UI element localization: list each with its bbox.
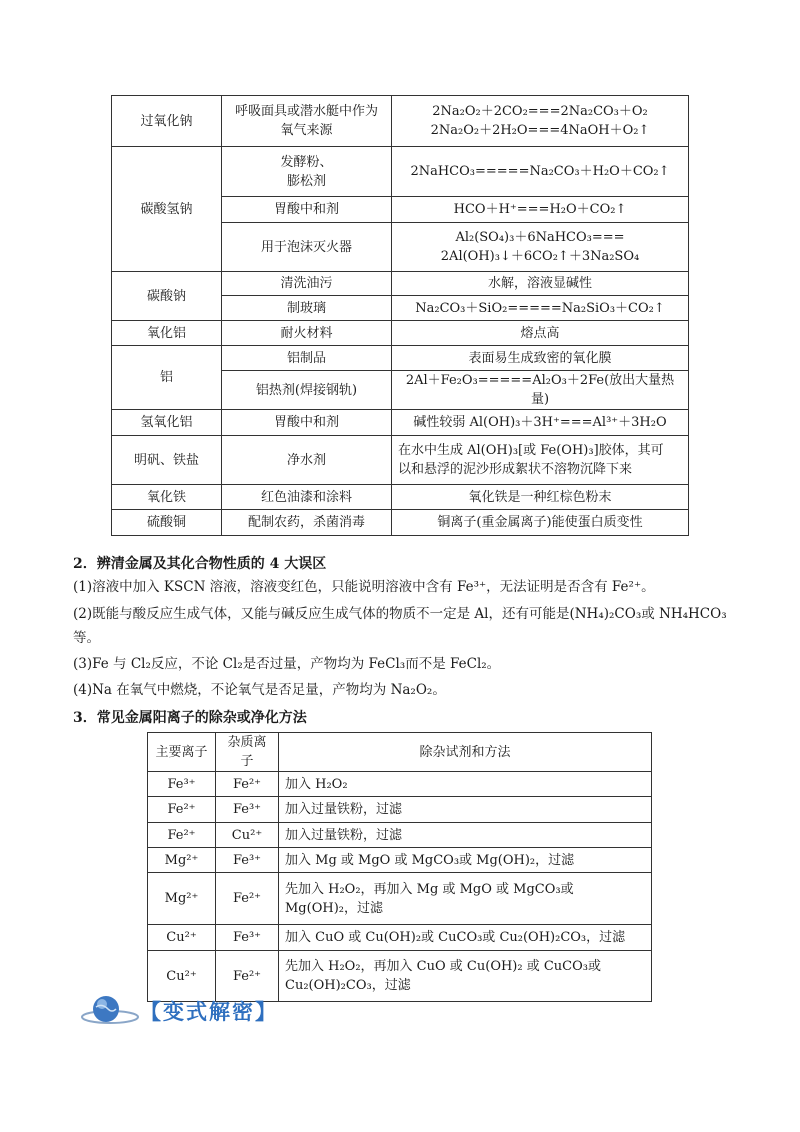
table-cell: 加入 Mg 或 MgO 或 MgCO₃或 Mg(OH)₂，过滤 xyxy=(279,848,652,873)
paragraph: (2)既能与酸反应生成气体，又能与碱反应生成气体的物质不一定是 Al，还有可能是(NH₄)₂CO₃或 NH₄HCO₃ xyxy=(73,606,727,622)
table-cell: 氧化铁 xyxy=(112,485,222,510)
paragraph: (3)Fe 与 Cl₂反应，不论 Cl₂是否过量，产物均为 FeCl₃而不是 FeCl₂。 xyxy=(73,656,501,672)
table-cell: 胃酸中和剂 xyxy=(222,410,392,436)
table-cell: 加入过量铁粉，过滤 xyxy=(279,797,652,823)
table-row xyxy=(148,848,652,873)
column-header: 除杂试剂和方法 xyxy=(279,733,652,772)
table-cell: Cu²⁺ xyxy=(216,823,279,848)
paragraph: (1)溶液中加入 KSCN 溶液，溶液变红色，只能说明溶液中含有 Fe³⁺，无法证明是否含有 Fe²⁺。 xyxy=(73,579,655,595)
table-cell: 配制农药，杀菌消毒 xyxy=(222,510,392,536)
table-cell: 碱性较弱 Al(OH)₃＋3H⁺===Al³⁺＋3H₂O xyxy=(392,410,689,436)
table-cell: Fe²⁺ xyxy=(216,772,279,797)
table-cell: 明矾、铁盐 xyxy=(112,436,222,485)
table-row xyxy=(148,797,652,823)
table-cell xyxy=(279,951,652,1002)
table-cell xyxy=(279,873,652,925)
table-cell: 氧化铁是一种红棕色粉末 xyxy=(392,485,689,510)
cell-line: 呼吸面具或潜水艇中作为 xyxy=(234,104,378,119)
table-row xyxy=(112,510,689,536)
table-cell: Cu²⁺ xyxy=(148,925,216,951)
cell-line: 2Na₂O₂＋2H₂O===4NaOH＋O₂↑ xyxy=(430,123,650,138)
table-cell: 硫酸铜 xyxy=(112,510,222,536)
column-header: 杂质离子 xyxy=(216,733,279,772)
cell-line: 先加入 H₂O₂，再加入 CuO 或 Cu(OH)₂ 或 CuCO₃或 xyxy=(285,959,601,974)
table-row xyxy=(112,321,689,346)
table-cell: 氢氧化铝 xyxy=(112,410,222,436)
cell-line: Cu₂(OH)₂CO₃，过滤 xyxy=(285,978,411,993)
table-cell: 水解，溶液显碱性 xyxy=(392,272,689,296)
table-row xyxy=(112,410,689,436)
banner-title: 【变式解密】 xyxy=(140,1000,278,1024)
metal-uses-table xyxy=(111,95,689,536)
table-row xyxy=(148,823,652,848)
table-cell: 制玻璃 xyxy=(222,296,392,321)
table-cell: 2NaHCO₃=====Na₂CO₃＋H₂O＋CO₂↑ xyxy=(392,147,689,197)
section-banner xyxy=(80,993,280,1029)
table-cell: 胃酸中和剂 xyxy=(222,197,392,223)
table-cell: 加入 H₂O₂ xyxy=(279,772,652,797)
table-cell: 氧化铝 xyxy=(112,321,222,346)
paragraph: 等。 xyxy=(73,630,100,646)
table-row xyxy=(148,873,652,925)
table-cell: Fe²⁺ xyxy=(148,823,216,848)
table-cell: Fe²⁺ xyxy=(216,873,279,925)
cell-line: Mg(OH)₂，过滤 xyxy=(285,900,383,916)
column-header: 主要离子 xyxy=(148,733,216,772)
table-cell: 加入 CuO 或 Cu(OH)₂或 CuCO₃或 Cu₂(OH)₂CO₃，过滤 xyxy=(279,925,652,951)
cell-line: 先加入 H₂O₂，再加入 Mg 或 MgO 或 MgCO₃或 xyxy=(285,881,574,897)
purification-table xyxy=(147,732,652,1002)
table-cell: Fe²⁺ xyxy=(216,951,279,1002)
table-row xyxy=(112,272,689,296)
cell-line: Al₂(SO₄)₃＋6NaHCO₃=== xyxy=(455,230,625,245)
table-cell: 铜离子(重金属离子)能使蛋白质变性 xyxy=(392,510,689,536)
table-cell: Fe³⁺ xyxy=(216,797,279,823)
table-cell: 铝制品 xyxy=(222,346,392,371)
table-cell: 过氧化钠 xyxy=(112,96,222,147)
table-cell: 用于泡沫灭火器 xyxy=(222,223,392,272)
cell-line: 发酵粉、 xyxy=(280,154,333,170)
table-row xyxy=(112,96,689,147)
cell-line: 氧气来源 xyxy=(280,123,333,138)
table-row xyxy=(148,772,652,797)
table-cell xyxy=(222,96,392,147)
table-cell: Fe³⁺ xyxy=(148,772,216,797)
table-row xyxy=(148,925,652,951)
table-cell: 净水剂 xyxy=(222,436,392,485)
table-cell: Na₂CO₃＋SiO₂=====Na₂SiO₃＋CO₂↑ xyxy=(392,296,689,321)
table-cell: 铝热剂(焊接钢轨) xyxy=(222,371,392,410)
table-header-row xyxy=(148,733,652,772)
table-row xyxy=(112,436,689,485)
table-cell: 熔点高 xyxy=(392,321,689,346)
table-cell: 2Al＋Fe₂O₃=====Al₂O₃＋2Fe(放出大量热量) xyxy=(392,371,689,410)
table-cell xyxy=(222,147,392,197)
table-row xyxy=(112,147,689,197)
table-cell: Cu²⁺ xyxy=(148,951,216,1002)
table-cell: 铝 xyxy=(112,346,222,410)
cell-line: 在水中生成 Al(OH)₃[或 Fe(OH)₃]胶体，其可 xyxy=(398,443,664,458)
table-cell: 红色油漆和涂料 xyxy=(222,485,392,510)
section-heading: 3．常见金属阳离子的除杂或净化方法 xyxy=(73,710,307,726)
table-cell xyxy=(392,436,689,485)
table-cell: Fe²⁺ xyxy=(148,797,216,823)
paragraph: (4)Na 在氧气中燃烧，不论氧气是否足量，产物均为 Na₂O₂。 xyxy=(73,682,446,698)
table-cell: Mg²⁺ xyxy=(148,873,216,925)
cell-line: 膨松剂 xyxy=(286,173,326,189)
cell-line: 以和悬浮的泥沙形成絮状不溶物沉降下来 xyxy=(398,462,633,477)
table-cell: 清洗油污 xyxy=(222,272,392,296)
table-cell: 耐火材料 xyxy=(222,321,392,346)
table-cell: 碳酸氢钠 xyxy=(112,147,222,272)
table-cell: Fe³⁺ xyxy=(216,925,279,951)
table-cell: Mg²⁺ xyxy=(148,848,216,873)
table-cell xyxy=(392,223,689,272)
cell-line: 2Al(OH)₃↓＋6CO₂↑＋3Na₂SO₄ xyxy=(440,249,640,264)
table-cell: HCO＋H⁺===H₂O＋CO₂↑ xyxy=(392,197,689,223)
table-cell: 加入过量铁粉，过滤 xyxy=(279,823,652,848)
table-row xyxy=(112,346,689,371)
table-cell: 碳酸钠 xyxy=(112,272,222,321)
table-cell: Fe³⁺ xyxy=(216,848,279,873)
table-row xyxy=(112,485,689,510)
cell-line: 2Na₂O₂＋2CO₂===2Na₂CO₃＋O₂ xyxy=(432,104,648,119)
section-heading: 2．辨清金属及其化合物性质的 4 大误区 xyxy=(73,556,327,572)
table-cell xyxy=(392,96,689,147)
globe-icon xyxy=(80,993,140,1029)
table-cell: 表面易生成致密的氧化膜 xyxy=(392,346,689,371)
